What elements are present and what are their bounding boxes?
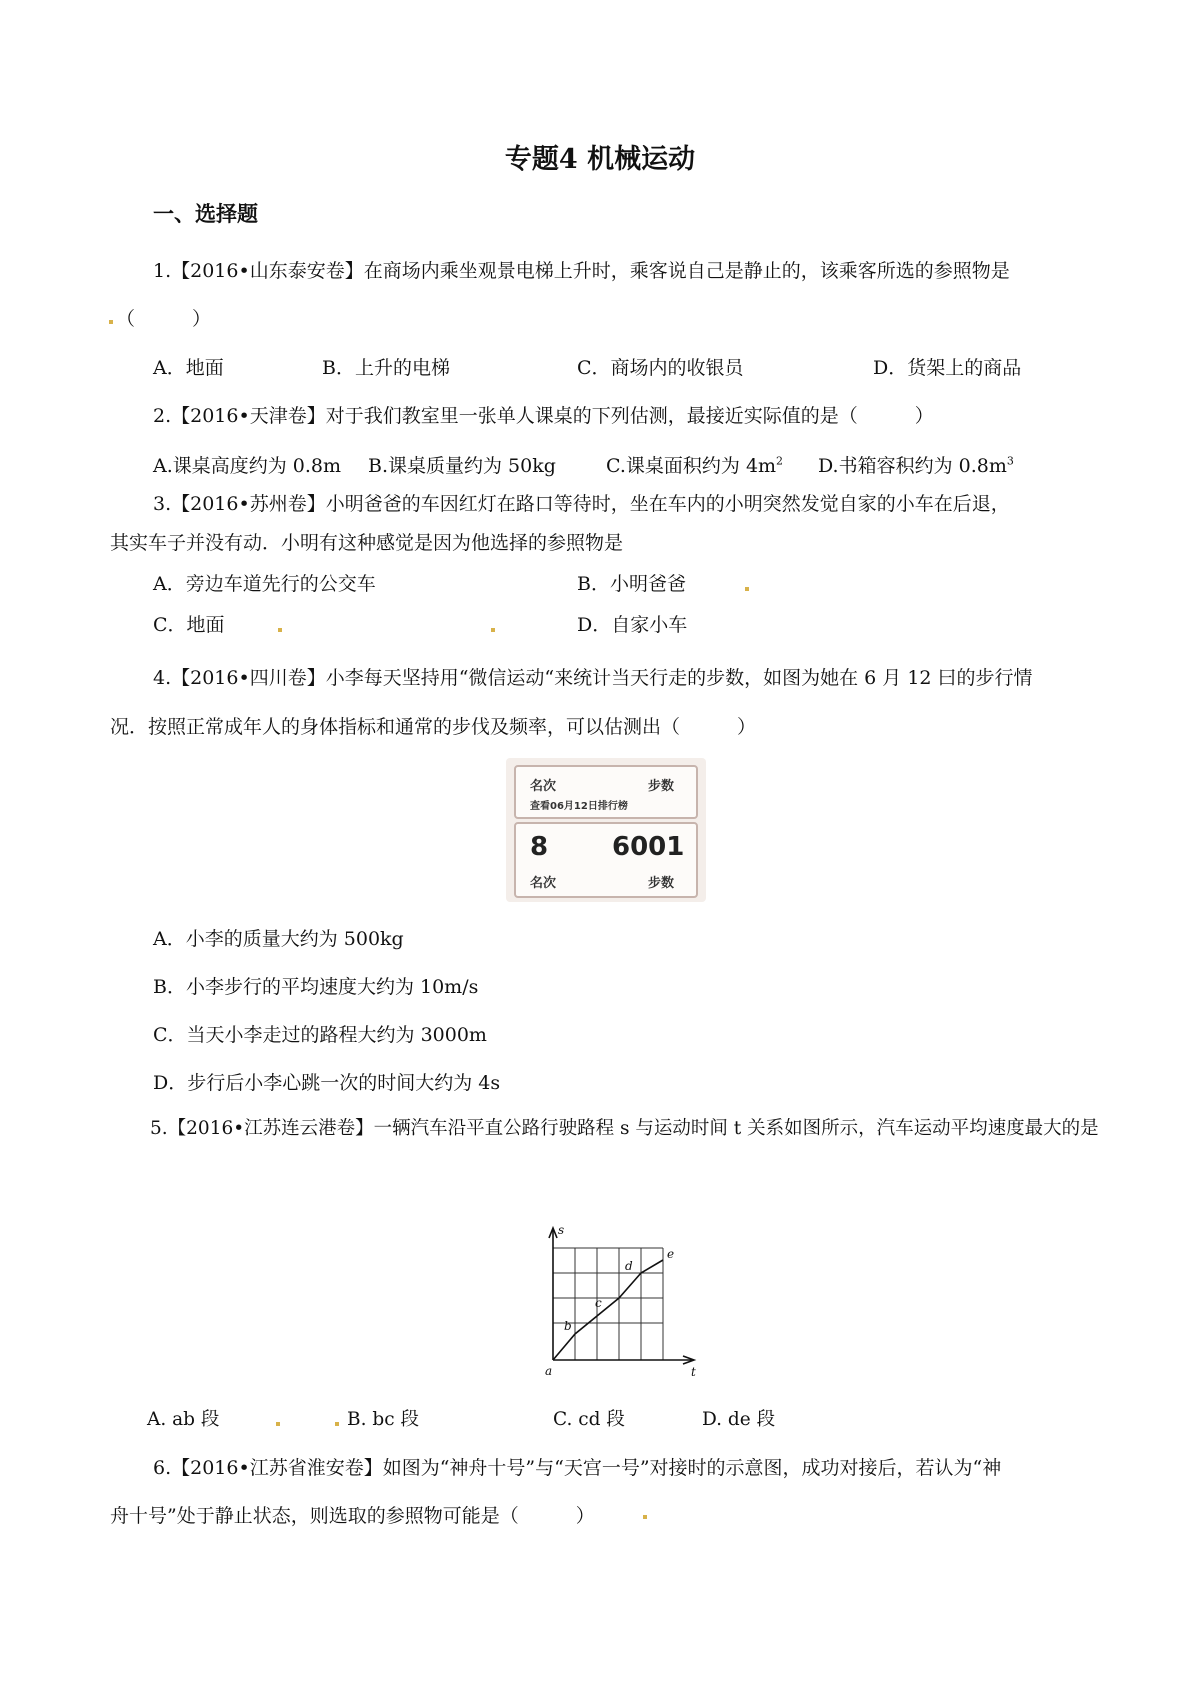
q3-option-c: C．地面: [153, 614, 225, 636]
q4-option-c: C．当天小李走过的路程大约为 3000m: [153, 1024, 487, 1046]
step-count-value: 6001: [612, 832, 685, 862]
q5-stem: 5.【2016•江苏连云港卷】一辆汽车沿平直公路行驶路程 s 与运动时间 t 关系如图所示，汽车运动平均速度最大的是: [150, 1118, 1099, 1139]
point-b-label: b: [564, 1319, 572, 1333]
scan-speck: [745, 587, 749, 591]
q3-option-d: D．自家小车: [577, 614, 688, 636]
ranking-result-box: [514, 822, 698, 898]
distance-time-graph: [543, 1222, 701, 1384]
scan-speck: [109, 320, 113, 324]
q5-option-d: D. de 段: [702, 1409, 776, 1430]
q5-option-a: A. ab 段: [147, 1409, 220, 1430]
q2-option-d-text: D.书箱容积约为 0.8m: [818, 455, 1007, 477]
point-a-label: a: [545, 1364, 553, 1378]
q6-stem-line1: 6.【2016•江苏省淮安卷】如图为“神舟十号”与“天宫一号”对接时的示意图，成功对接后，若认为“神: [153, 1457, 1002, 1479]
q2-option-c: [606, 454, 784, 477]
q3-option-a: A．旁边车道先行的公交车: [153, 573, 376, 595]
rank-label: 名次: [530, 876, 557, 891]
steps-label: 步数: [648, 876, 675, 891]
t-axis-label: t: [691, 1365, 696, 1379]
section-heading: 一、选择题: [153, 201, 258, 226]
point-e-label: e: [667, 1247, 675, 1261]
q4-stem-line2: 况．按照正常成年人的身体指标和通常的步伐及频率，可以估测出（ ）: [110, 716, 757, 738]
q1-option-d: D．货架上的商品: [873, 357, 1022, 379]
ranking-header-link: 查看06月12日排行榜: [530, 801, 628, 812]
scan-speck: [491, 628, 495, 632]
q2-option-d-exponent: 3: [1006, 454, 1014, 468]
q1-stem-line1: 1.【2016•山东泰安卷】在商场内乘坐观景电梯上升时，乘客说自己是静止的，该乘客所选的参照物是: [153, 260, 1010, 282]
q1-option-c: C．商场内的收银员: [577, 357, 744, 379]
q2-option-a: A.课桌高度约为 0.8m: [153, 455, 342, 477]
q2-option-b: B.课桌质量约为 50kg: [368, 455, 556, 477]
scan-speck: [643, 1515, 647, 1519]
q5-option-c: C. cd 段: [553, 1409, 625, 1430]
q3-stem-line1: 3.【2016•苏州卷】小明爸爸的车因红灯在路口等待时，坐在车内的小明突然发觉自家的小车在后退，: [153, 493, 1010, 515]
ranking-header-rank-label: 名次: [530, 779, 557, 794]
ranking-header-steps-label: 步数: [648, 779, 675, 794]
s-axis-label: s: [558, 1223, 565, 1237]
q2-option-c-text: C.课桌面积约为 4m: [606, 455, 777, 477]
scan-speck: [276, 1422, 280, 1426]
point-c-label: c: [595, 1296, 602, 1310]
q1-option-a: A．地面: [153, 357, 224, 379]
q4-option-a: A．小李的质量大约为 500kg: [153, 928, 404, 950]
q1-option-b: B．上升的电梯: [322, 357, 450, 379]
step-count-screenshot: [506, 758, 706, 902]
q5-option-b: B. bc 段: [347, 1409, 419, 1430]
q4-option-d: D．步行后小李心跳一次的时间大约为 4s: [153, 1072, 501, 1094]
q4-stem-line1: 4.【2016•四川卷】小李每天坚持用“微信运动“来统计当天行走的步数，如图为她在 6 月 12 曰的步行情: [153, 667, 1033, 689]
scan-speck: [278, 628, 282, 632]
q1-stem-line2: （ ）: [116, 308, 212, 330]
rank-value: 8: [530, 832, 549, 862]
q2-option-c-exponent: 2: [776, 454, 784, 468]
q6-stem-line2: 舟十号”处于静止状态，则选取的参照物可能是（ ）: [110, 1505, 595, 1527]
point-d-label: d: [625, 1259, 633, 1273]
q4-option-b: B．小李步行的平均速度大约为 10m/s: [153, 976, 479, 998]
page-title: 专题4 机械运动: [504, 144, 696, 175]
q3-stem-line2: 其实车子并没有动．小明有这种感觉是因为他选择的参照物是: [110, 532, 624, 554]
q2-option-d: [818, 454, 1014, 477]
q2-stem: 2.【2016•天津卷】对于我们教室里一张单人课桌的下列估测，最接近实际值的是（ ）: [153, 405, 934, 427]
s-t-line: [553, 1260, 663, 1360]
ranking-header-box: [514, 765, 698, 819]
q3-option-b: B．小明爸爸: [577, 573, 686, 595]
scan-speck: [335, 1422, 339, 1426]
